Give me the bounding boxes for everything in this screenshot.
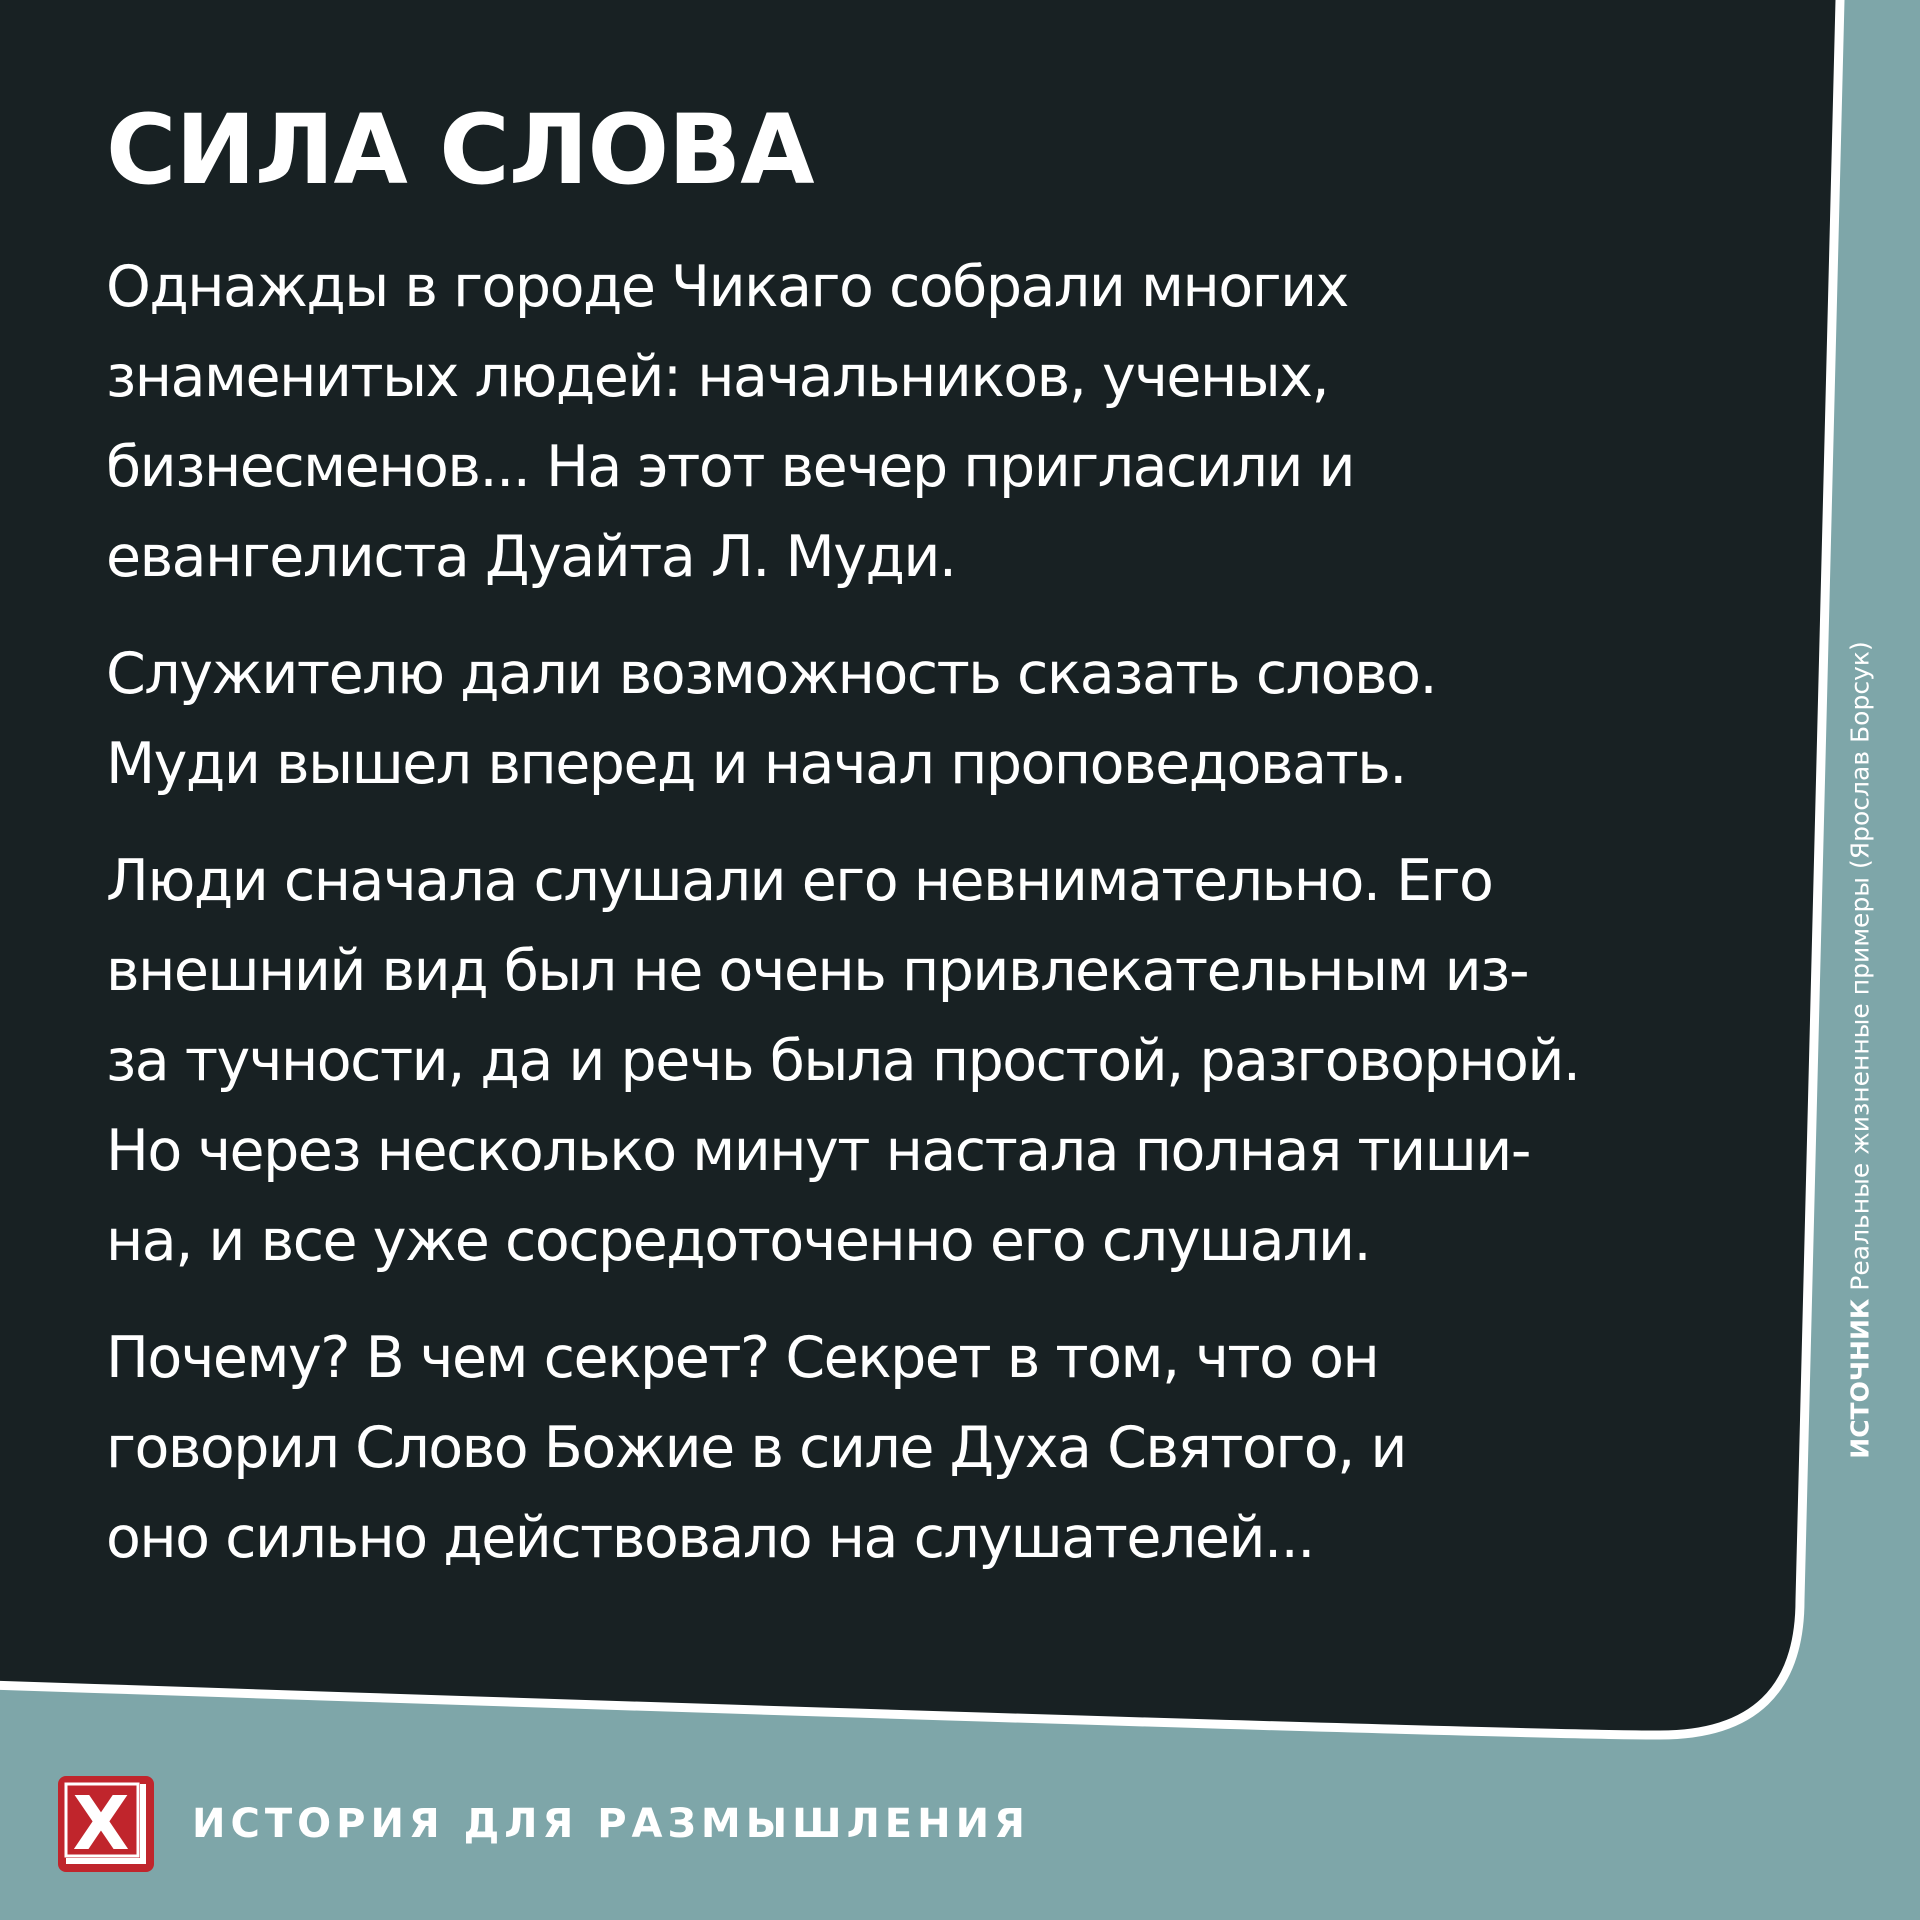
story-paragraph-2: Служителю дали возможность сказать слово. Муди вышел вперед и начал проповедовать. [106,641,1437,797]
logo-letter: X [72,1781,130,1867]
story-text [106,242,1766,1610]
source-credit [1846,641,1875,1458]
story-paragraph-4: Почему? В чем секрет? Секрет в том, что он говорил Слово Божие в силе Духа Святого, и оно сильно действовало на слушателей... [106,1325,1406,1571]
source-text: Реальные жизненные примеры (Ярослав Борсук) [1845,641,1875,1291]
story-paragraph-3: Люди сначала слушали его невнимательно. Его внешний вид был не очень привлекательным из- за тучности, да и речь была простой, разговорной. Но через несколько минут настала полная тиши- на, и все уже сосредоточенно его слушали. [106,848,1580,1274]
story-paragraph-1: Однажды в городе Чикаго собрали многих знаменитых людей: начальников, ученых, бизнесменов... На этот вечер пригласили и евангелиста Дуайта Л. Муди. [106,254,1355,590]
series-label: ИСТОРИЯ ДЛЯ РАЗМЫШЛЕНИЯ [192,1801,1030,1847]
book-cross-icon [58,1776,154,1872]
source-label: ИСТОЧНИК [1845,1298,1875,1459]
page-title: СИЛА СЛОВА [106,94,814,206]
